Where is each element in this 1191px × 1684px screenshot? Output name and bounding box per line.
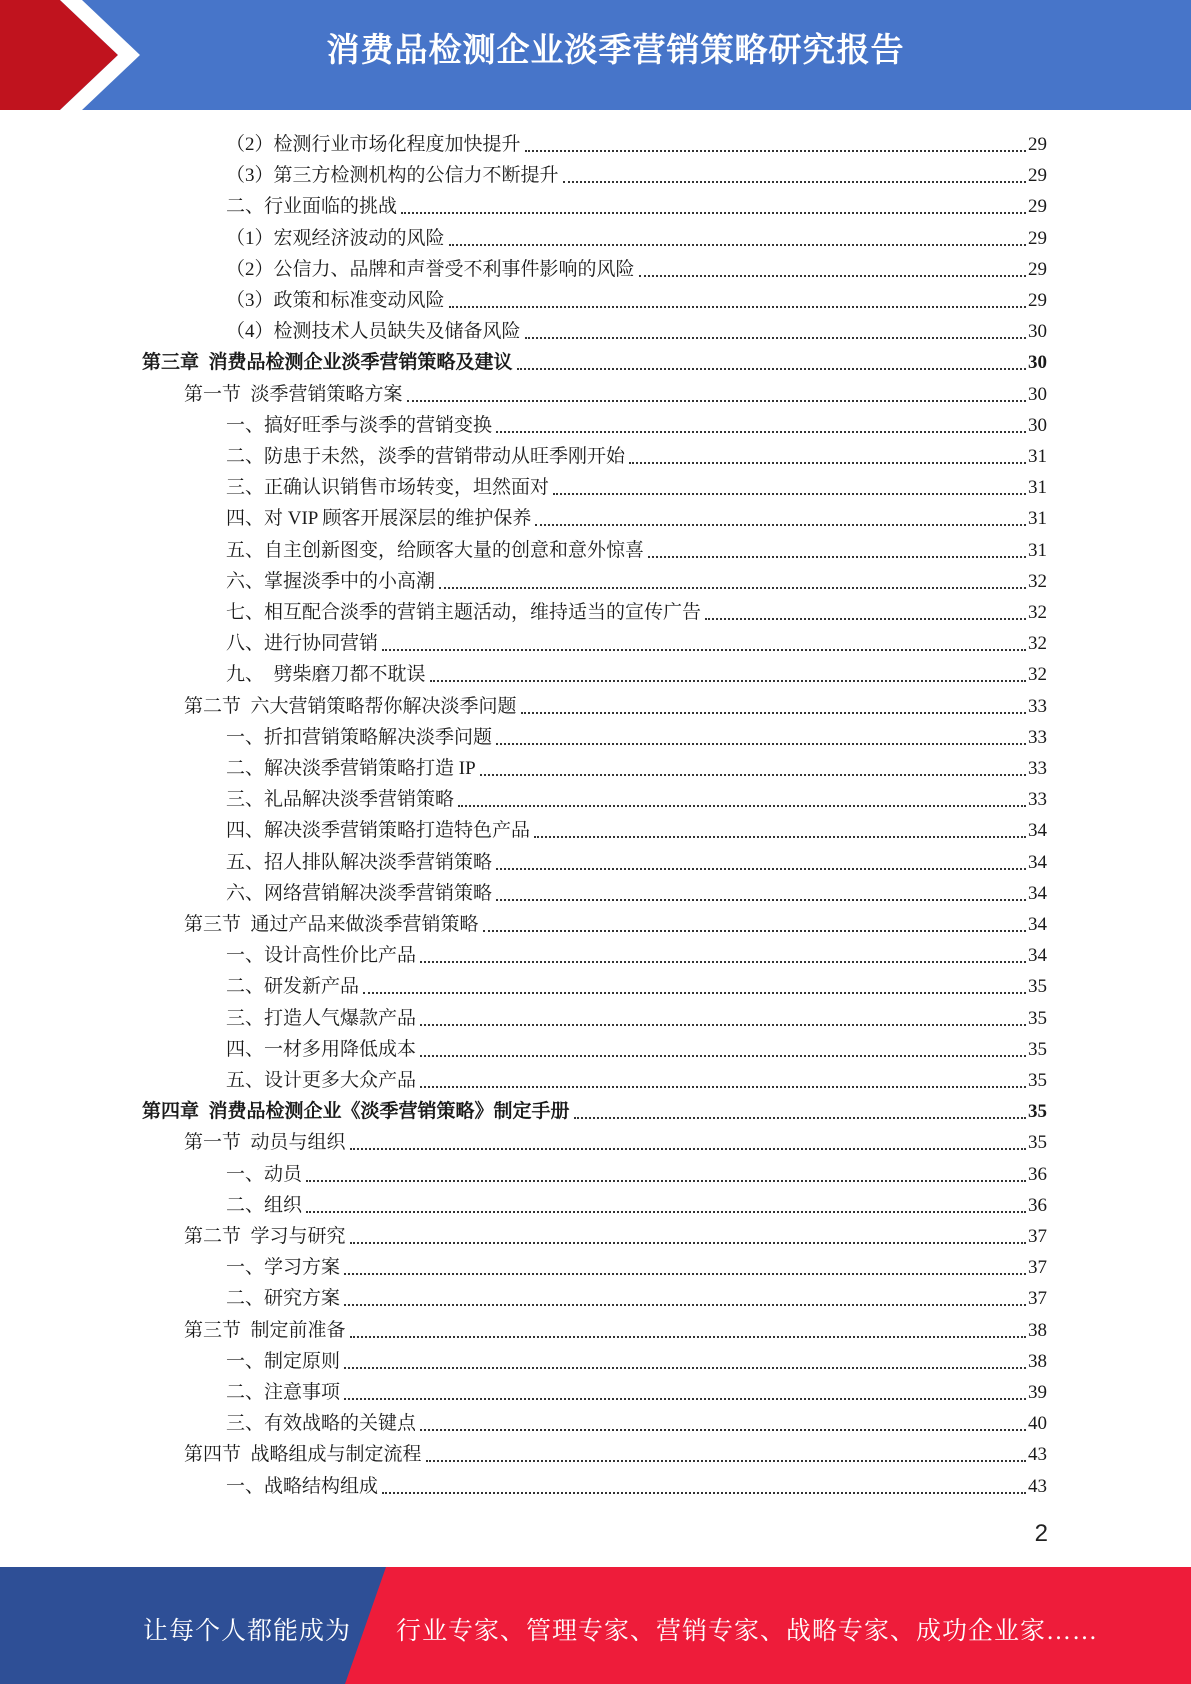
toc-entry-title: 一、动员 [226,1163,303,1185]
toc-dot-leader [535,524,1026,526]
toc-entry-page: 31 [1028,508,1047,530]
toc-entry[interactable] [226,157,1047,188]
toc-entry-page: 29 [1028,258,1047,280]
footer-tagline: 行业专家、管理专家、营销专家、战略专家、成功企业家…… [396,1618,1099,1645]
toc-entry[interactable] [226,1249,1047,1280]
toc-dot-leader [648,556,1026,558]
toc-entry[interactable] [226,532,1047,563]
toc-entry-page: 32 [1028,664,1047,686]
toc-dot-leader [439,587,1026,589]
toc-entry[interactable] [226,1343,1047,1374]
toc-entry-title: （1）宏观经济波动的风险 [226,227,445,249]
toc-dot-leader [344,1273,1026,1275]
toc-entry-title: 七、相互配合淡季的营销主题活动，维持适当的宣传广告 [226,602,702,623]
toc-entry[interactable] [226,500,1047,531]
toc-entry-page: 35 [1028,976,1047,998]
toc-dot-leader [521,712,1026,714]
toc-entry[interactable] [226,251,1047,282]
toc-entry[interactable] [226,282,1047,313]
toc-entry-page: 33 [1028,726,1047,748]
toc-dot-leader [420,1024,1026,1026]
toc-entry-title: 六、网络营销解决淡季营销策略 [226,882,493,904]
toc-dot-leader [401,212,1026,214]
toc-entry[interactable] [226,1405,1047,1436]
toc-entry-title: 第四章 消费品检测企业《淡季营销策略》制定手册 [142,1101,570,1123]
toc-entry-title: 二、行业面临的挑战 [226,196,398,218]
page-number: 2 [1034,1520,1048,1547]
toc-entry-page: 38 [1028,1350,1047,1372]
toc-entry-page: 40 [1028,1413,1047,1435]
toc-dot-leader [639,275,1026,277]
toc-entry[interactable] [226,438,1047,469]
toc-entry-page: 37 [1028,1288,1047,1310]
toc-entry-title: 二、解决淡季营销策略打造 IP [226,758,476,779]
toc-entry[interactable] [226,781,1047,812]
toc-entry[interactable] [226,750,1047,781]
toc-entry-title: 一、制定原则 [226,1350,341,1372]
toc-entry-title: 三、打造人气爆款产品 [226,1007,417,1029]
toc-entry-page: 34 [1028,914,1047,935]
toc-entry-title: （3）第三方检测机构的公信力不断提升 [226,165,559,187]
toc-dot-leader [363,992,1026,994]
page-header [0,0,1191,110]
toc-entry-title: 二、注意事项 [226,1382,341,1403]
toc-entry[interactable] [226,1187,1047,1218]
toc-entry-title: 三、有效战略的关键点 [226,1413,417,1435]
toc-entry[interactable] [226,469,1047,500]
toc-entry-title: 一、战略结构组成 [226,1475,379,1497]
footer-slogan: 让每个人都能成为 [143,1618,352,1645]
toc-entry-title: 第一节 动员与组织 [184,1132,346,1154]
toc-entry-title: 第一节 淡季营销策略方案 [184,383,403,405]
toc-entry-page: 31 [1028,446,1047,467]
toc-chapter[interactable] [142,1093,1047,1124]
toc-entry-page: 37 [1028,1257,1047,1279]
toc-dot-leader [350,1148,1026,1150]
toc-entry-title: 四、对 VIP 顾客开展深层的维护保养 [226,508,532,530]
toc-entry-page: 35 [1028,1132,1047,1154]
toc-entry-page: 29 [1028,165,1047,187]
toc-entry-title: 一、学习方案 [226,1257,341,1279]
toc-entry-page: 30 [1028,414,1047,436]
toc-dot-leader [382,1492,1026,1494]
toc-entry-title: 一、折扣营销策略解决淡季问题 [226,726,493,748]
toc-entry-title: 一、设计高性价比产品 [226,945,417,967]
toc-entry-title: 第四节 战略组成与制定流程 [184,1444,422,1466]
toc-entry-title: 二、研究方案 [226,1288,341,1310]
toc-entry-title: 四、一材多用降低成本 [226,1038,417,1060]
toc-dot-leader [449,306,1026,308]
toc-entry-page: 34 [1028,820,1047,842]
toc-section[interactable] [184,1124,1047,1155]
toc-entry-page: 30 [1028,321,1047,343]
toc-entry-page: 35 [1028,1101,1047,1123]
toc-entry-title: 第三节 制定前准备 [184,1319,346,1341]
report-title: 消费品检测企业淡季营销策略研究报告 [326,30,905,69]
toc-dot-leader [480,774,1026,776]
toc-entry-page: 29 [1028,290,1047,311]
toc-entry-title: 第二节 六大营销策略帮你解决淡季问题 [184,695,517,717]
toc-dot-leader [430,680,1026,682]
toc-entry-title: （4）检测技术人员缺失及储备风险 [226,321,521,343]
toc-entry-title: 五、设计更多大众产品 [226,1070,417,1091]
toc-dot-leader [574,1117,1026,1119]
toc-entry-title: 二、防患于未然，淡季的营销带动从旺季刚开始 [226,446,626,467]
toc-entry-title: 五、自主创新图变，给顾客大量的创意和意外惊喜 [226,539,645,561]
toc-dot-leader [705,618,1026,620]
toc-entry-title: 三、正确认识销售市场转变，坦然面对 [226,477,550,499]
toc-dot-leader [563,181,1026,183]
toc-entry-title: 八、进行协同营销 [226,633,379,655]
toc-dot-leader [629,462,1026,464]
toc-entry-page: 30 [1028,383,1047,405]
toc-entry-page: 34 [1028,945,1047,967]
toc-section[interactable] [184,1436,1047,1467]
toc-dot-leader [496,899,1026,901]
toc-entry-page: 37 [1028,1226,1047,1247]
toc-entry[interactable] [226,313,1047,344]
toc-entry-title: 三、礼品解决淡季营销策略 [226,789,455,811]
toc-entry-page: 31 [1028,477,1047,499]
toc-entry-page: 33 [1028,758,1047,779]
toc-entry-title: 四、解决淡季营销策略打造特色产品 [226,820,531,842]
toc-entry-page: 43 [1028,1444,1047,1466]
toc-dot-leader [483,930,1026,932]
toc-dot-leader [517,368,1026,370]
toc-entry-page: 34 [1028,851,1047,873]
toc-dot-leader [350,1242,1026,1244]
toc-dot-leader [350,1336,1026,1338]
toc-entry-title: 二、组织 [226,1194,303,1216]
toc-dot-leader [525,337,1026,339]
toc-dot-leader [553,493,1026,495]
toc-entry[interactable] [226,1062,1047,1093]
toc-entry-page: 33 [1028,695,1047,717]
toc-entry-page: 38 [1028,1319,1047,1341]
toc-entry[interactable] [226,188,1047,219]
toc-entry-page: 43 [1028,1475,1047,1497]
toc-entry[interactable] [226,563,1047,594]
toc-entry-title: 第三节 通过产品来做淡季营销策略 [184,914,479,935]
toc-entry-title: 第二节 学习与研究 [184,1226,346,1247]
toc-entry[interactable] [226,844,1047,875]
toc-entry[interactable] [226,875,1047,906]
toc-dot-leader [496,868,1026,870]
toc-dot-leader [420,1429,1026,1431]
toc-entry-title: 九、 劈柴磨刀都不耽误 [226,664,426,686]
toc-dot-leader [426,1460,1026,1462]
toc-section[interactable] [184,1312,1047,1343]
toc-entry-title: 五、招人排队解决淡季营销策略 [226,851,493,873]
toc-entry[interactable] [226,656,1047,687]
toc-dot-leader [458,805,1026,807]
toc-entry[interactable] [226,937,1047,968]
toc-section[interactable] [184,688,1047,719]
toc-entry[interactable] [226,625,1047,656]
toc-entry[interactable] [226,1031,1047,1062]
toc-entry-title: （2）公信力、品牌和声誉受不利事件影响的风险 [226,258,635,280]
toc-entry-page: 32 [1028,602,1047,623]
toc-entry[interactable] [226,126,1047,157]
toc-entry-title: 第三章 消费品检测企业淡季营销策略及建议 [142,352,513,374]
toc-entry-page: 30 [1028,352,1047,374]
toc-entry[interactable] [226,1468,1047,1499]
toc-entry[interactable] [226,1280,1047,1311]
toc-dot-leader [382,649,1026,651]
toc-entry[interactable] [226,719,1047,750]
toc-entry-page: 29 [1028,134,1047,155]
toc-entry-page: 32 [1028,633,1047,655]
toc-dot-leader [534,836,1026,838]
toc-dot-leader [344,1304,1026,1306]
toc-entry-title: 一、搞好旺季与淡季的营销变换 [226,414,493,436]
toc-entry-title: （3）政策和标准变动风险 [226,290,445,311]
toc-entry-title: 六、掌握淡季中的小高潮 [226,570,436,592]
toc-entry-page: 33 [1028,789,1047,811]
toc-entry-page: 39 [1028,1382,1047,1403]
toc-dot-leader [449,244,1026,246]
toc-dot-leader [496,431,1026,433]
toc-entry-page: 36 [1028,1163,1047,1185]
toc-entry-page: 36 [1028,1194,1047,1216]
toc-dot-leader [306,1211,1026,1213]
toc-dot-leader [306,1180,1026,1182]
toc-dot-leader [344,1367,1026,1369]
toc-chapter[interactable] [142,344,1047,375]
toc-dot-leader [525,150,1026,152]
toc-entry[interactable] [226,220,1047,251]
toc-dot-leader [407,400,1026,402]
toc-entry-page: 34 [1028,882,1047,904]
toc-section[interactable] [184,906,1047,937]
toc-section[interactable] [184,376,1047,407]
toc-entry-page: 35 [1028,1038,1047,1060]
page-footer [0,1567,1191,1684]
toc-entry-page: 35 [1028,1070,1047,1091]
toc-entry-page: 29 [1028,196,1047,218]
toc-dot-leader [420,1086,1026,1088]
toc-entry-page: 31 [1028,539,1047,561]
toc-entry[interactable] [226,1156,1047,1187]
toc-entry-title: 二、研发新产品 [226,976,360,998]
toc-dot-leader [344,1398,1026,1400]
toc-entry-page: 35 [1028,1007,1047,1029]
toc-dot-leader [420,1055,1026,1057]
toc-entry[interactable] [226,407,1047,438]
toc-dot-leader [420,961,1026,963]
toc-entry[interactable] [226,1374,1047,1405]
toc-dot-leader [496,743,1026,745]
toc-entry-page: 29 [1028,227,1047,249]
toc-section[interactable] [184,1218,1047,1249]
toc-entry[interactable] [226,968,1047,999]
toc-entry[interactable] [226,594,1047,625]
toc-entry[interactable] [226,1000,1047,1031]
toc-entry-title: （2）检测行业市场化程度加快提升 [226,134,521,155]
toc-entry-page: 32 [1028,570,1047,592]
toc-entry[interactable] [226,812,1047,843]
